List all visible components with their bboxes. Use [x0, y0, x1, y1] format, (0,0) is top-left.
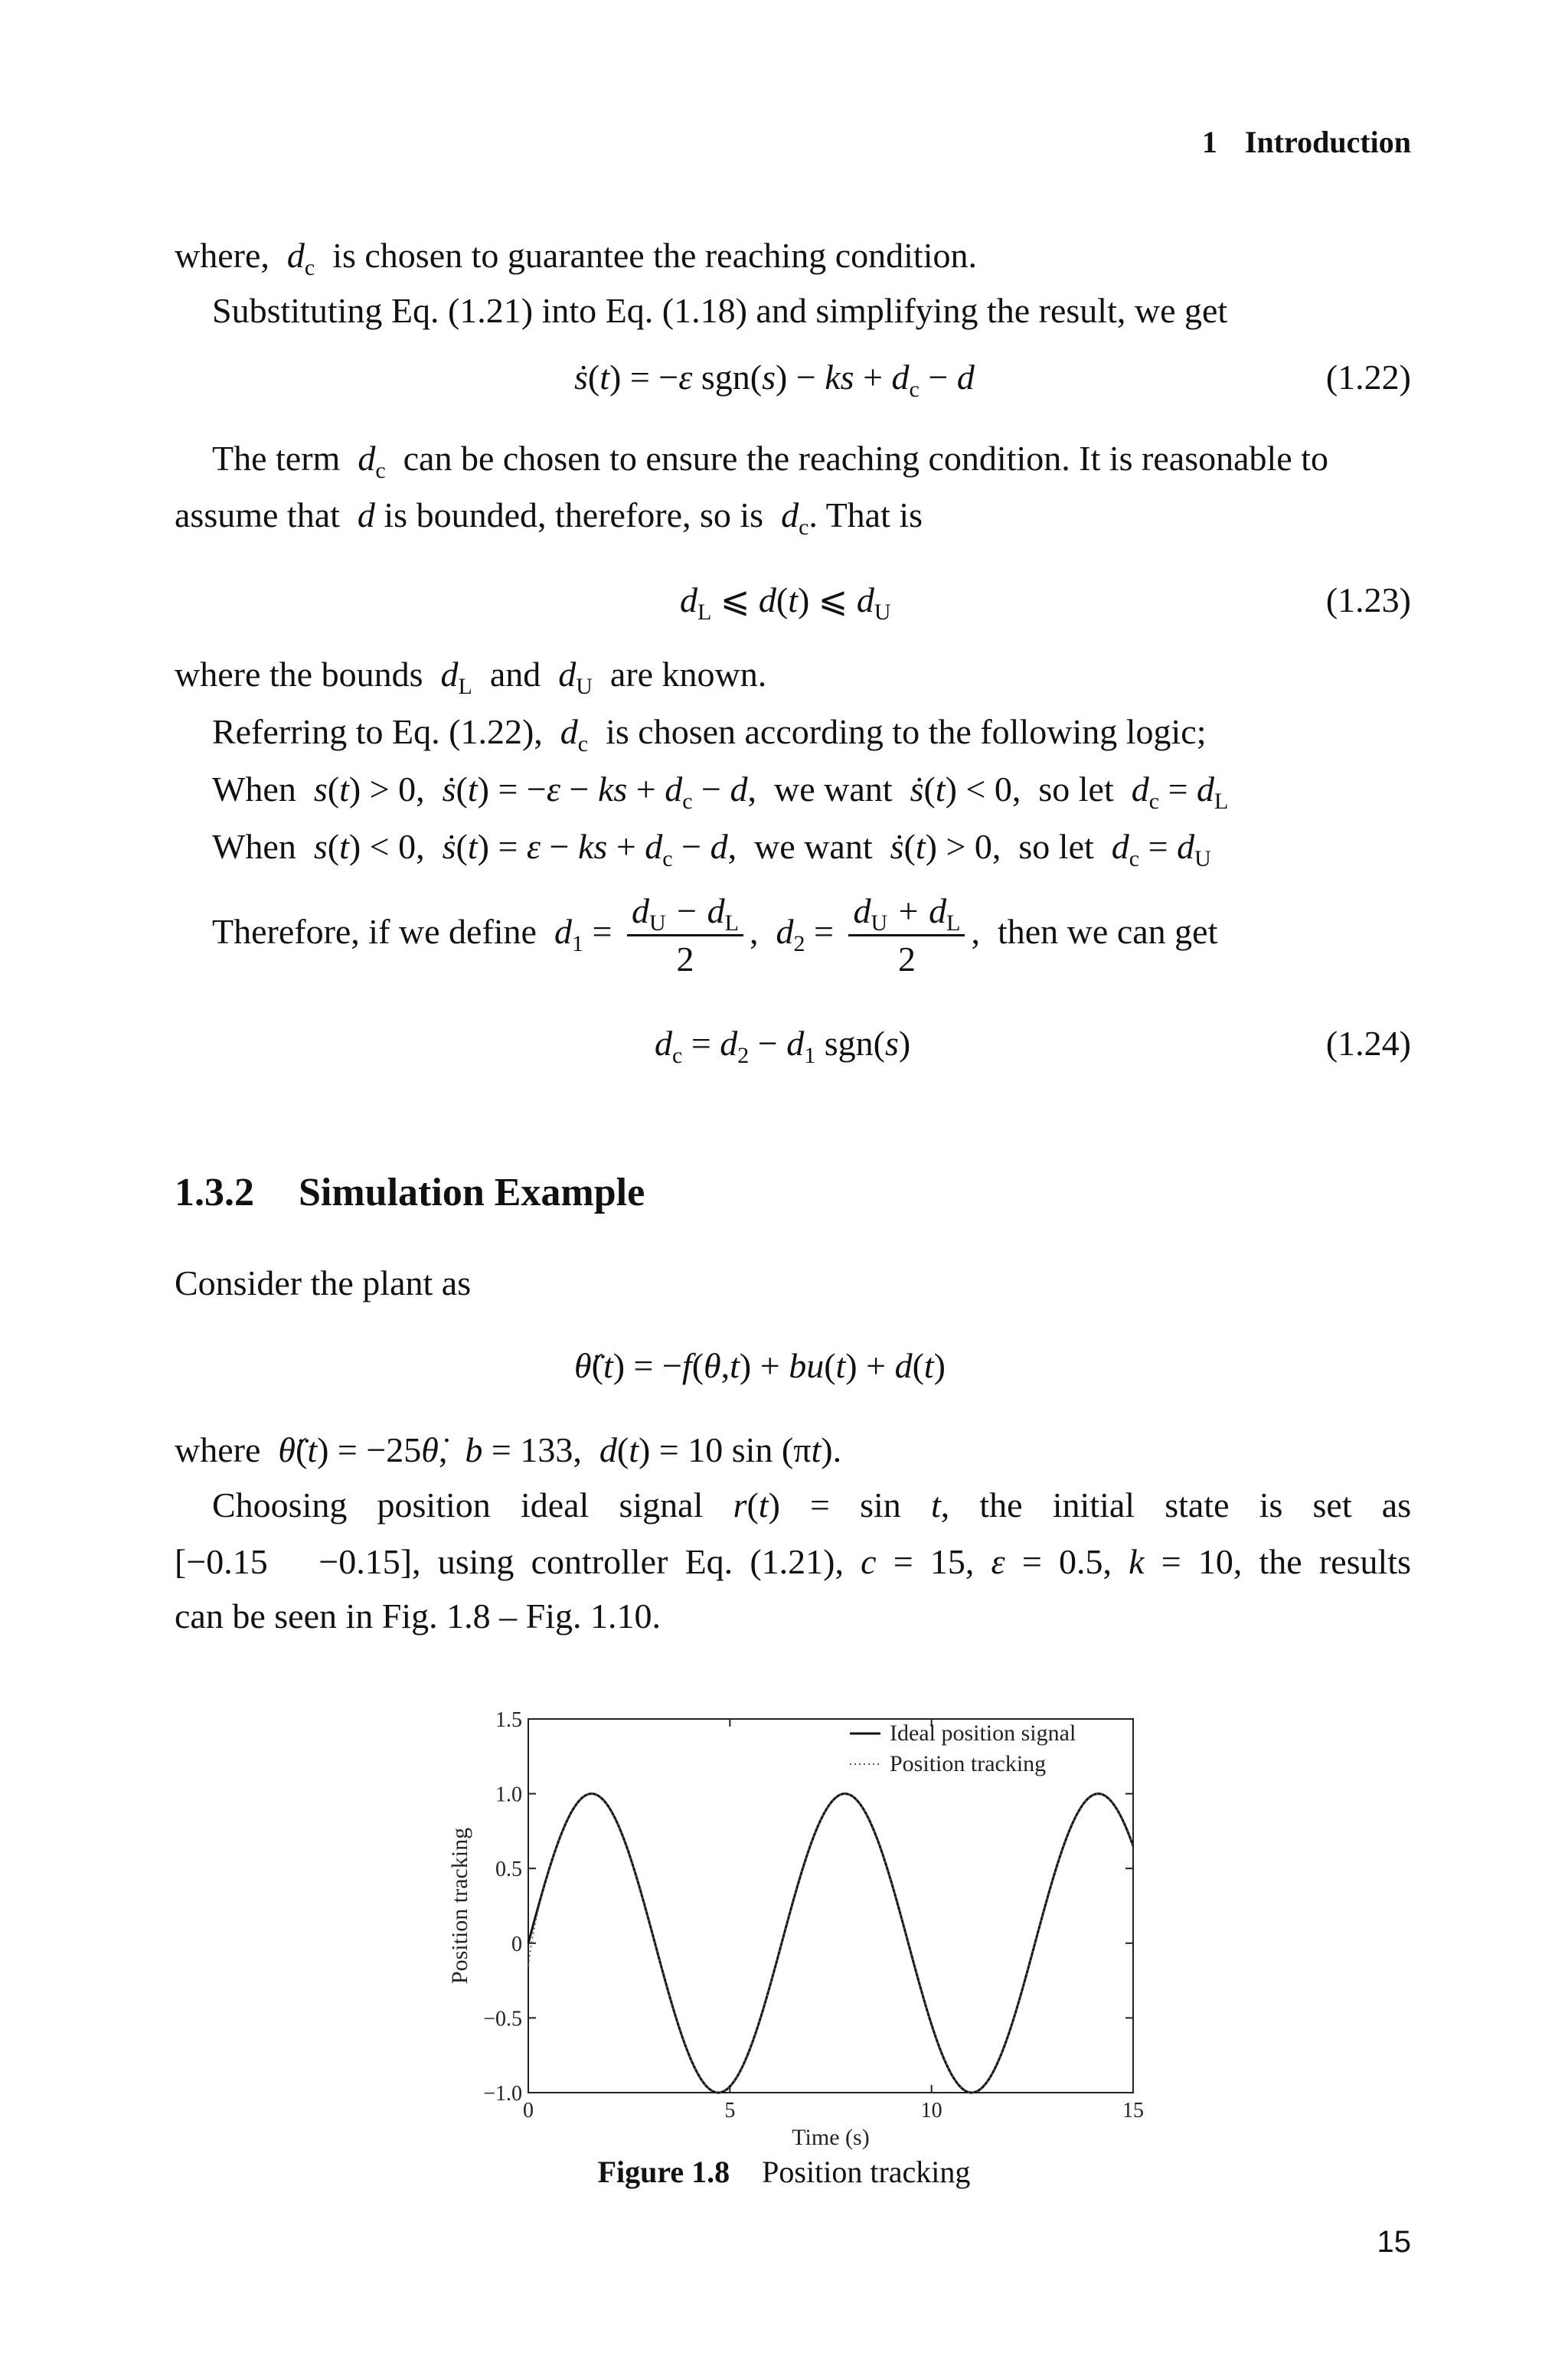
section-number: 1.3.2: [175, 1171, 254, 1214]
x-tick-label: 5: [724, 2099, 736, 2122]
math-inline: $d_c$: [278, 236, 315, 280]
text-line: where, $d_c$ is chosen to guarantee the reaching condition.: [175, 236, 977, 280]
text-line: assume that d is bounded, therefore, so is $d_c$. That is: [175, 495, 923, 540]
text-line-justified: Choosing position ideal signal r(t) = sin t, the initial state is set as: [212, 1485, 1412, 1524]
series-position-tracking-line: [528, 1794, 1133, 2093]
chapter-title: Introduction: [1244, 125, 1411, 159]
series-ideal-position-line: [528, 1794, 1133, 2093]
equation-number: (1.23): [1325, 580, 1411, 619]
text-line: When s(t) > 0, ṡ(t) = −ε − ks + $d_c - d$, we want ṡ(t) < 0, so let $d_c = d_L$: [212, 770, 1229, 814]
equation-1-22: ṡ(t) = −ε sgn(s) − ks + $d_c - d$: [574, 358, 975, 402]
section-heading: [175, 1170, 645, 1215]
legend-ideal-label: Ideal position signal: [890, 1721, 1076, 1746]
y-tick-label: 0: [511, 1932, 522, 1956]
y-tick-label: 1.5: [495, 1708, 522, 1732]
x-tick-label: 10: [920, 2099, 942, 2122]
position-tracking-chart: [429, 1696, 1156, 2155]
y-tick-label: −0.5: [483, 2007, 522, 2031]
figure-caption-text: Position tracking: [762, 2155, 971, 2189]
chapter-number: 1: [1201, 125, 1217, 159]
text-line-justified: [−0.15 −0.15], using controller Eq. (1.21), c = 15, ε = 0.5, k = 10, the results: [175, 1542, 1412, 1581]
x-axis-label: Time (s): [792, 2125, 870, 2150]
text-line: where the bounds $d_L$ and $d_U$ are known.: [175, 655, 767, 699]
text-line: The term $d_c$ can be chosen to ensure the reaching condition. It is reasonable to: [212, 439, 1328, 483]
text-line: When s(t) < 0, ṡ(t) = ε − ks + $d_c - d$, we want ṡ(t) > 0, so let $d_c = d_U$: [212, 827, 1211, 871]
x-tick-label: 15: [1122, 2099, 1144, 2122]
plant-equation: θ̈(t) = −f(θ,t) + bu(t) + d(t): [574, 1346, 946, 1385]
y-axis-label: Position tracking: [447, 1827, 472, 1985]
figure-caption: [0, 2154, 1568, 2190]
page-number: 15: [1377, 2225, 1411, 2259]
running-header: [1202, 124, 1411, 160]
figure-label: Figure 1.8: [597, 2155, 730, 2189]
legend-tracking-label: Position tracking: [890, 1751, 1047, 1776]
text-line: can be seen in Fig. 1.8 – Fig. 1.10.: [175, 1596, 661, 1636]
text-line: Referring to Eq. (1.22), $d_c$ is chosen according to the following logic;: [212, 712, 1207, 757]
text-line: where θ̈(t) = −25θ̇, b = 133, d(t) = 10 sin (πt).: [175, 1430, 842, 1469]
equation-number: (1.24): [1325, 1024, 1411, 1063]
y-tick-label: −1.0: [483, 2082, 522, 2106]
x-tick-label: 0: [523, 2099, 534, 2122]
section-title: Simulation Example: [299, 1171, 645, 1214]
y-tick-label: 1.0: [495, 1783, 522, 1807]
text-line-fractions: Therefore, if we define $d_1$ = $\frac{d_U - d_L}{2}$ , $d_2$ = $\frac{d_U + d_L}{2}$ , then we can get: [212, 888, 1217, 982]
y-tick-label: 0.5: [495, 1858, 522, 1882]
equation-number: (1.22): [1325, 358, 1411, 397]
text-line: Substituting Eq. (1.21) into Eq. (1.18) and simplifying the result, we get: [212, 291, 1228, 330]
text-line: Consider the plant as: [175, 1263, 472, 1302]
equation-1-24: $d_c = d_2 - d_1$ sgn(s): [655, 1024, 911, 1068]
equation-1-23: $d_L$ ⩽ d(t) ⩽ $d_U$: [680, 580, 891, 625]
